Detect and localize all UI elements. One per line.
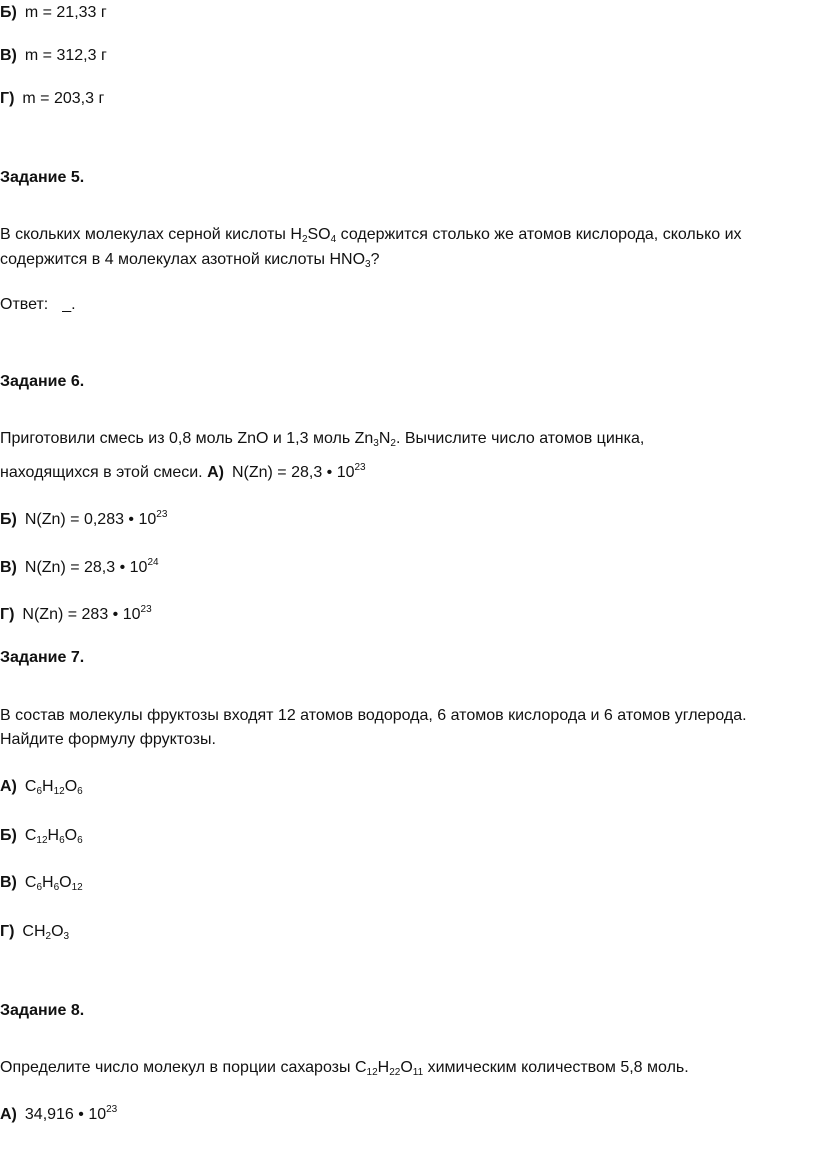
text: SO (307, 226, 331, 243)
subscript: 22 (389, 1067, 401, 1078)
exponent: 23 (354, 462, 366, 473)
option-label: Б) (0, 827, 17, 844)
formula (25, 826, 83, 846)
option-label: А) (0, 1106, 17, 1123)
option-label: А) (0, 778, 17, 795)
task5-question-line1 (0, 225, 742, 245)
task5-question-line2 (0, 250, 380, 270)
text: В скольких молекулах серной кислоты H (0, 226, 302, 243)
subscript: 6 (36, 786, 43, 797)
task7-question-line2: Найдите формулу фруктозы. (0, 731, 216, 748)
subscript: 6 (77, 835, 83, 846)
option-label: В) (0, 559, 17, 576)
text: находящихся в этой смеси. (0, 464, 203, 481)
subscript: 2 (45, 931, 52, 942)
option-text (232, 463, 366, 483)
task7-option-v (0, 873, 83, 893)
element: C (24, 778, 37, 795)
subscript: 6 (59, 835, 65, 846)
task6-option-g (0, 605, 152, 625)
formula (25, 873, 83, 893)
element: H (42, 778, 54, 795)
task7-question-line1: В состав молекулы фруктозы входят 12 атомов водорода, 6 атомов кислорода и 6 атомов углерода. (0, 707, 747, 724)
exponent: 23 (156, 509, 168, 520)
text: содержится столько же атомов кислорода, сколько их (336, 226, 742, 243)
text: ? (370, 251, 380, 268)
task8-question (0, 1058, 689, 1078)
option-text (25, 558, 159, 578)
task5-answer (0, 295, 76, 315)
element: CH (22, 923, 46, 940)
element: O (51, 923, 64, 940)
task7-option-a (0, 777, 83, 797)
task8-option-a (0, 1105, 117, 1125)
option-text: m = 312,3 г (24, 47, 107, 64)
task7-option-g (0, 922, 69, 942)
element: O (59, 874, 72, 891)
text: Приготовили смесь из 0,8 моль ZnO и 1,3 моль Zn (0, 430, 374, 447)
option-text: m = 21,33 г (24, 4, 107, 21)
option-text (22, 605, 151, 625)
option-label: Г) (0, 606, 15, 623)
answer-label: Ответ: (0, 296, 49, 313)
element: O (64, 827, 78, 844)
option-b-mass (0, 3, 107, 23)
text: Определите число молекул в порции сахарозы C (0, 1059, 367, 1076)
option-label: А) (207, 464, 224, 481)
text: N(Zn) = 0,283 • 10 (24, 511, 157, 528)
option-label: В) (0, 47, 17, 64)
exponent: 24 (147, 557, 159, 568)
subscript: 2 (301, 234, 308, 245)
subscript: 12 (53, 786, 65, 797)
exponent: 23 (140, 604, 152, 615)
subscript: 3 (373, 438, 379, 449)
subscript: 3 (365, 259, 371, 270)
option-g-mass (0, 89, 104, 109)
subscript: 2 (390, 438, 396, 449)
answer-blank[interactable]: _. (62, 296, 76, 313)
text: N(Zn) = 283 • 10 (22, 606, 141, 623)
formula (22, 922, 69, 942)
text: . Вычислите число атомов цинка, (395, 430, 645, 447)
subscript: 12 (36, 835, 48, 846)
option-label: Б) (0, 511, 17, 528)
task6-question-line1 (0, 429, 644, 449)
subscript: 6 (36, 882, 43, 893)
task6-question-line2 (0, 463, 366, 483)
option-text: m = 203,3 г (22, 90, 105, 107)
option-text (25, 1105, 117, 1125)
task6-option-b (0, 510, 167, 530)
text: O (400, 1059, 413, 1076)
element: H (42, 874, 54, 891)
text: содержится в 4 молекулах азотной кислоты HNO (0, 251, 366, 268)
element: H (47, 827, 60, 844)
text: N(Zn) = 28,3 • 10 (24, 559, 148, 576)
subscript: 12 (71, 882, 83, 893)
subscript: 11 (412, 1067, 424, 1078)
task7-option-b (0, 826, 83, 846)
subscript: 4 (330, 234, 337, 245)
subscript: 3 (63, 931, 70, 942)
subscript: 12 (366, 1067, 378, 1078)
task8-heading: Задание 8. (0, 1002, 85, 1019)
option-label: Г) (0, 923, 15, 940)
subscript: 6 (77, 786, 83, 797)
text: H (377, 1059, 390, 1076)
option-text (25, 510, 168, 530)
option-label: В) (0, 874, 17, 891)
element: C (24, 874, 37, 891)
text: N(Zn) = 28,3 • 10 (231, 464, 355, 481)
subscript: 6 (53, 882, 60, 893)
option-label: Г) (0, 90, 15, 107)
formula (25, 777, 83, 797)
task6-option-v (0, 558, 159, 578)
task7-heading: Задание 7. (0, 649, 85, 666)
element: C (24, 827, 37, 844)
text: N (378, 430, 391, 447)
option-label: Б) (0, 4, 17, 21)
text: 34,916 • 10 (24, 1106, 107, 1123)
task5-heading: Задание 5. (0, 169, 85, 186)
element: O (64, 778, 78, 795)
text: химическим количеством 5,8 моль. (423, 1059, 689, 1076)
exponent: 23 (106, 1104, 118, 1115)
option-v-mass (0, 46, 107, 66)
task6-heading: Задание 6. (0, 373, 85, 390)
